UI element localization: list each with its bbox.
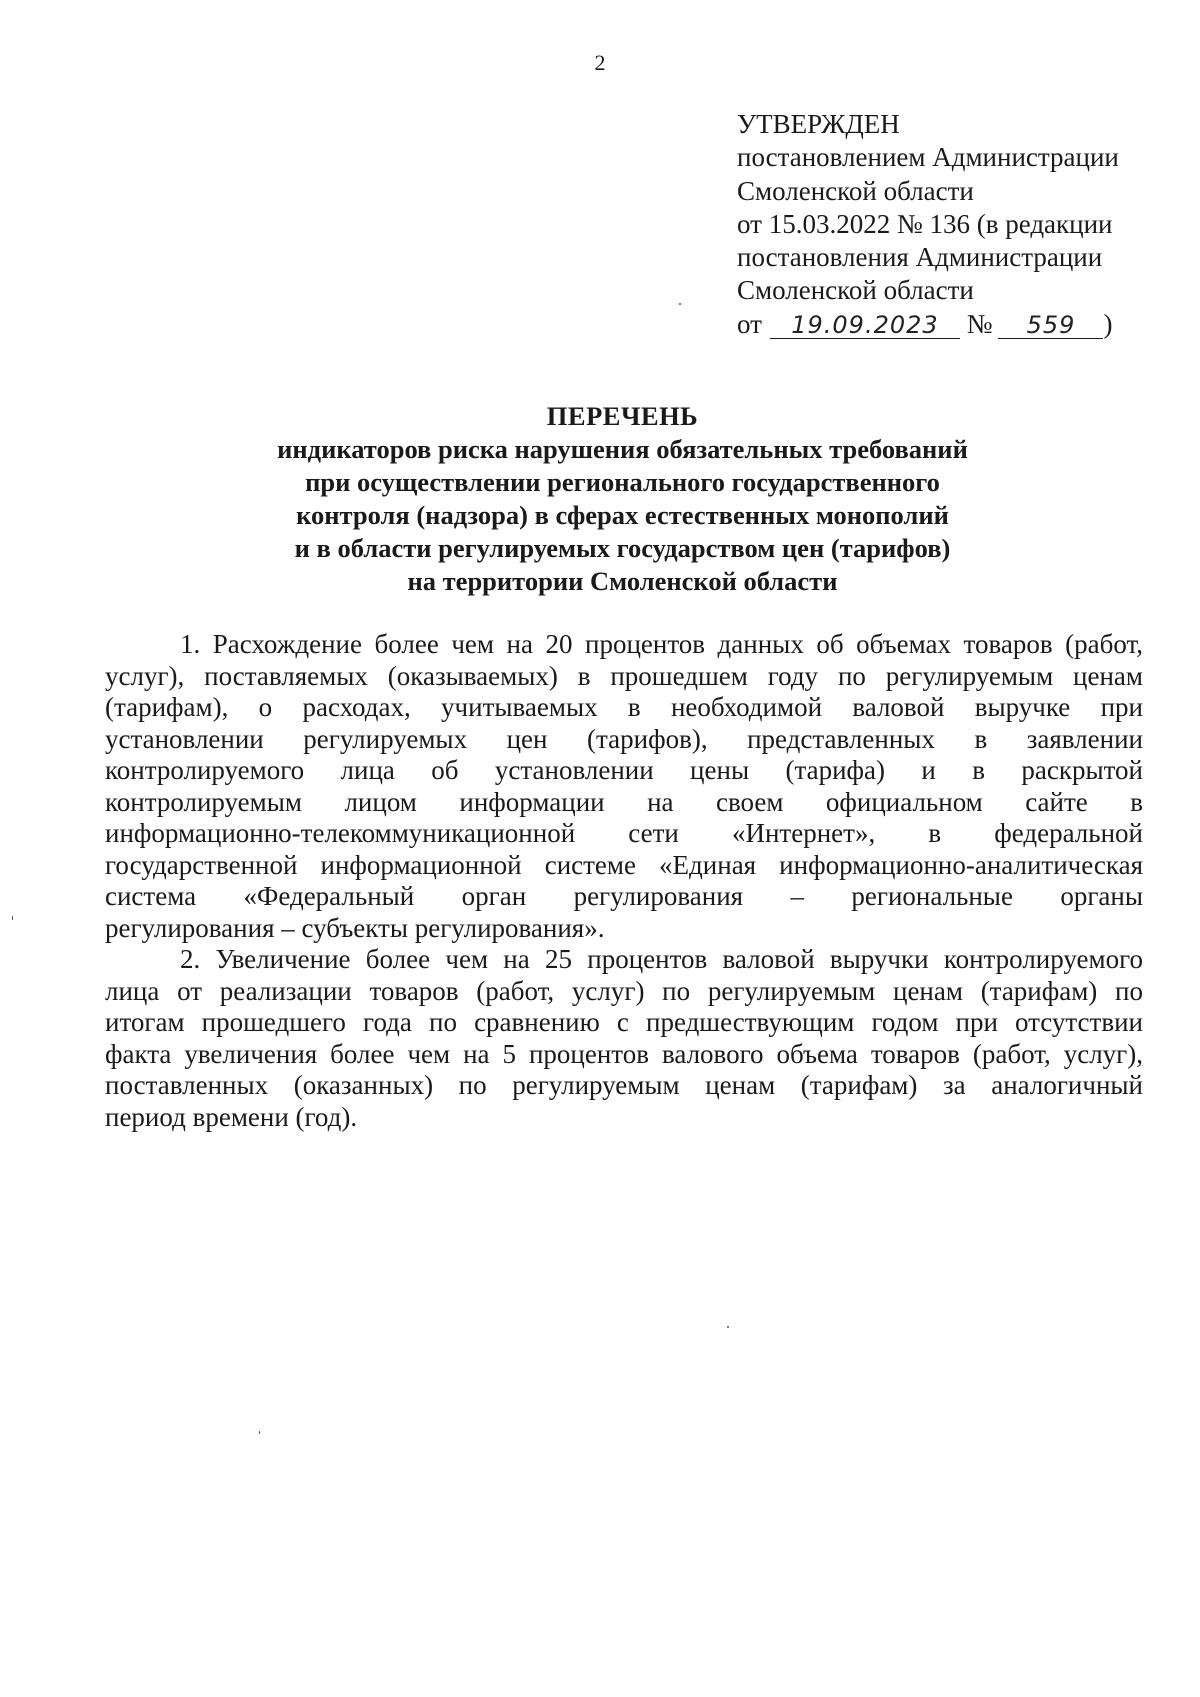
scan-speck — [727, 1326, 729, 1328]
scan-speck — [12, 916, 13, 920]
paragraph-line: лица от реализации товаров (работ, услуг) по регулируемым ценам (тарифам) по — [105, 975, 1143, 1006]
closing-paren: ) — [1103, 308, 1113, 339]
handwritten-date: 19.09.2023 — [770, 312, 960, 339]
paragraph-line: регулирования – субъекты регулирования». — [105, 912, 605, 943]
paragraph-line: услуг), поставляемых (оказываемых) в прошедшем году по регулируемым ценам — [105, 660, 1143, 691]
approval-line: постановления Администрации — [737, 242, 1103, 273]
paragraph-line: (тарифам), о расходах, учитываемых в необходимой валовой выручке при — [105, 692, 1143, 722]
document-heading — [0, 400, 1200, 598]
paragraph-line: контролируемого лица об установлении цены (тарифа) и в раскрытой — [105, 755, 1143, 785]
signature-prefix: от — [737, 308, 762, 339]
paragraph-1 — [105, 629, 1143, 944]
approval-line: от 15.03.2022 № 136 (в редакции — [737, 208, 1113, 239]
paragraph-line: факта увеличения более чем на 5 процентов валового объема товаров (работ, услуг), — [105, 1038, 1143, 1069]
paragraph-line: установлении регулируемых цен (тарифов), представленных в заявлении — [105, 723, 1143, 754]
paragraph-line: 2. Увеличение более чем на 25 процентов валовой выручки контролируемого — [180, 944, 1143, 974]
scan-speck — [679, 303, 681, 305]
scan-speck — [259, 1431, 260, 1434]
approval-title: УТВЕРЖДЕН — [737, 109, 900, 139]
heading-line: и в области регулируемых государством цен (тарифов) — [294, 533, 951, 563]
heading-line: на территории Смоленской области — [407, 566, 838, 596]
number-sign: № — [966, 308, 993, 339]
document-title: ПЕРЕЧЕНЬ — [546, 401, 699, 431]
approval-line: Смоленской области — [737, 175, 974, 206]
document-body — [105, 629, 1143, 1133]
paragraph-line: 1. Расхождение более чем на 20 процентов данных об объемах товаров (работ, — [180, 629, 1143, 659]
paragraph-2 — [105, 944, 1143, 1133]
paragraph-line: государственной информационной системе «Единая информационно-аналитическая — [105, 849, 1143, 880]
paragraph-line: период времени (год). — [105, 1101, 358, 1132]
paragraph-line: итогам прошедшего года по сравнению с предшествующим годом при отсутствии — [105, 1007, 1143, 1037]
paragraph-line: поставленных (оказанных) по регулируемым ценам (тарифам) за аналогичный — [105, 1070, 1143, 1100]
approval-block — [737, 108, 1157, 341]
heading-line: контроля (надзора) в сферах естественных монополий — [296, 500, 949, 530]
heading-line: при осуществлении регионального государственного — [305, 467, 940, 497]
signature-line — [737, 308, 1157, 341]
approval-line: постановлением Администрации — [737, 142, 1119, 173]
paragraph-line: контролируемым лицом информации на своем официальном сайте в — [105, 786, 1143, 817]
handwritten-number: 559 — [998, 312, 1103, 339]
paragraph-line: информационно-телекоммуникационной сети «Интернет», в федеральной — [105, 818, 1143, 848]
paragraph-line: система «Федеральный орган регулирования – региональные органы — [105, 881, 1143, 911]
page-number: 2 — [594, 50, 606, 75]
approval-line: Смоленской области — [737, 275, 974, 306]
heading-line: индикаторов риска нарушения обязательных требований — [277, 434, 968, 464]
